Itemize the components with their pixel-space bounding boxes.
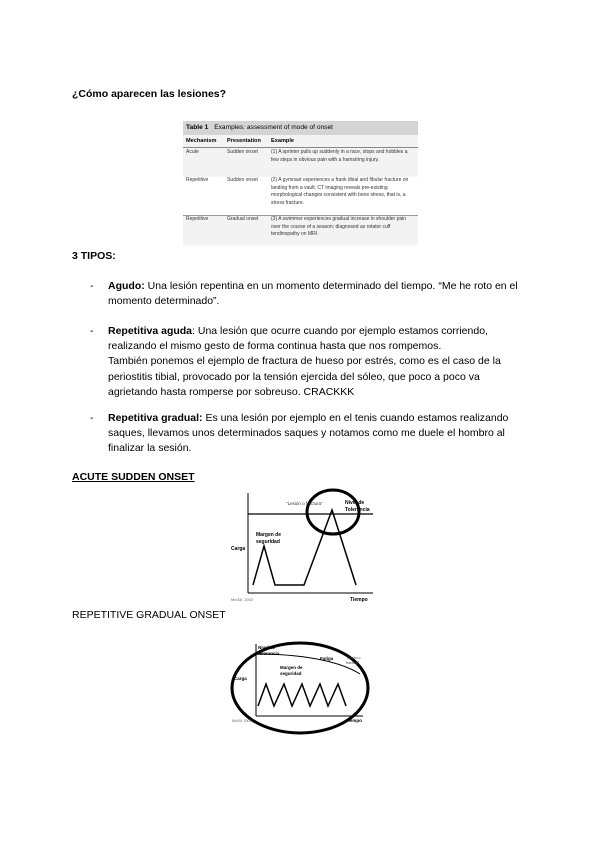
cell-example: (2) A gymnast experiences a frank tibial and fibular fracture on landing from a vault; CT imaging reveals pre-existing morphological changes consistent with bone stress, that is, a stress fracture. [271, 177, 409, 206]
list-text: : Una lesión que ocurre cuando por ejemplo estamos corriendo, realizando el mismo gesto de forma continua hasta que nos rompemos. [108, 325, 488, 353]
table-title: Examples: assessment of mode of onset [214, 124, 333, 131]
lesion-label-2: fractura" [346, 661, 360, 665]
list-item [90, 279, 530, 309]
lesion-label: "Lesión o fractura" [286, 501, 323, 506]
tolerance-label-2: Tolerancia [345, 507, 370, 513]
x-axis-label: Tiempo [346, 718, 362, 723]
list-term: Agudo: [108, 280, 145, 292]
tolerance-label-2: tolerancia [258, 651, 280, 656]
diagram-background [228, 488, 378, 608]
table-caption [183, 121, 418, 135]
section-heading: ¿Cómo aparecen las lesiones? [72, 88, 227, 100]
acute-onset-diagram [228, 488, 378, 608]
y-axis-label: Carga [231, 546, 246, 552]
list-text: Es una lesión por ejemplo en el tenis cuando estamos realizando saques, llevamos unos determinados saques y notamos como me duele el hombro al finalizar la sesión. [108, 412, 509, 455]
table-row [183, 177, 418, 215]
col-header-presentation: Presentation [227, 138, 261, 144]
repetitive-onset-diagram [228, 636, 373, 746]
diagram-background [228, 636, 373, 746]
tolerance-label-1: Nivel de [258, 645, 276, 650]
acute-heading: ACUTE SUDDEN ONSET [72, 471, 195, 483]
y-axis-label: Carga [234, 676, 247, 681]
list-term: Repetitiva aguda [108, 325, 193, 337]
repetitive-heading: REPETITIVE GRADUAL ONSET [72, 609, 226, 621]
cell-example: (1) A sprinter pulls up suddenly in a race, stops and hobbles a few steps in obvious pain with a hamstring injury. [271, 149, 408, 163]
cell-presentation: Sudden onset [227, 177, 258, 183]
onset-table-image [183, 121, 418, 245]
list-bullet: - [90, 412, 94, 424]
cell-mechanism: Repetitive [186, 216, 209, 222]
margin-label-1: Margen de [280, 665, 303, 670]
list-item [90, 324, 530, 400]
lesion-label-1: "Lesión o [346, 656, 361, 660]
list-item [90, 411, 530, 457]
list-term: Repetitiva gradual: [108, 412, 203, 424]
margin-label-2: seguridad [256, 539, 280, 545]
fatigue-label: Fatiga [320, 656, 334, 661]
x-axis-label: Tiempo [350, 597, 368, 603]
tolerance-label-1: Nivel de [345, 500, 365, 506]
cell-presentation: Sudden onset [227, 149, 258, 155]
table-row [183, 215, 418, 246]
cell-example: (3) A swimmer experiences gradual increase in shoulder pain over the course of a season; diagnosed as rotator cuff tendinopathy on MRI. [271, 216, 407, 238]
cell-mechanism: Acute [186, 149, 199, 155]
table-number: Table 1 [186, 124, 209, 131]
cell-mechanism: Repetitive [186, 177, 209, 183]
list-bullet: - [90, 325, 94, 337]
table-row [183, 149, 418, 176]
table-header-row [183, 135, 418, 148]
col-header-example: Example [271, 138, 295, 144]
chart-credit: McGill, 2002 [231, 597, 254, 602]
list-bullet: - [90, 280, 94, 292]
margin-label-2: seguridad [280, 671, 302, 676]
margin-label-1: Margen de [256, 532, 282, 538]
chart-credit: McGill, 2002 [232, 719, 252, 723]
col-header-mechanism: Mechanism [186, 138, 217, 144]
types-heading: 3 TIPOS: [72, 250, 116, 262]
cell-presentation: Gradual onset [227, 216, 259, 222]
list-text: Una lesión repentina en un momento determinado del tiempo. “Me he roto en el momento determinado”. [108, 280, 518, 308]
list-extra-text: También ponemos el ejemplo de fractura de hueso por estrés, como es el caso de la periostitis tibial, provocado por la tensión ejercida del sóleo, que poco a poco va agrietando hasta romperse por sobreuso. CRACKKK [108, 355, 501, 398]
